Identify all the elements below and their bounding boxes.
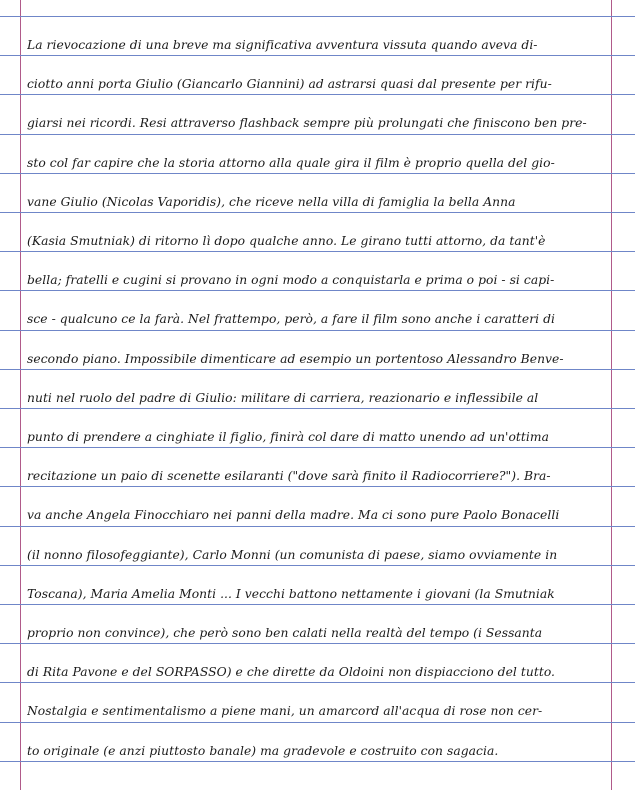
ruled-line — [0, 55, 635, 56]
text-line: to originale (e anzi piuttosto banale) ma gradevole e costruito con sagacia. — [27, 744, 499, 758]
ruled-line — [0, 604, 635, 605]
text-line: secondo piano. Impossibile dimenticare ad esempio un portentoso Alessandro Benve- — [27, 352, 564, 366]
ruled-line — [0, 565, 635, 566]
text-line: sto col far capire che la storia attorno alla quale gira il film è proprio quella del gio- — [27, 156, 555, 170]
ruled-line — [0, 369, 635, 370]
text-line: bella; fratelli e cugini si provano in ogni modo a conquistarla e prima o poi - si capi- — [27, 273, 555, 287]
ruled-line — [0, 761, 635, 762]
ruled-line — [0, 173, 635, 174]
ruled-line — [0, 251, 635, 252]
ruled-line — [0, 526, 635, 527]
text-line: (Kasia Smutniak) di ritorno lì dopo qualche anno. Le girano tutti attorno, da tant'è — [27, 234, 546, 248]
text-line: ciotto anni porta Giulio (Giancarlo Giannini) ad astrarsi quasi dal presente per rifu- — [27, 77, 552, 91]
ruled-line — [0, 486, 635, 487]
ruled-line — [0, 447, 635, 448]
text-line: La rievocazione di una breve ma significativa avventura vissuta quando aveva di- — [27, 38, 538, 52]
ruled-line — [0, 682, 635, 683]
ruled-line — [0, 94, 635, 95]
text-line: nuti nel ruolo del padre di Giulio: militare di carriera, reazionario e inflessibile al — [27, 391, 539, 405]
ruled-line — [0, 212, 635, 213]
text-line: vane Giulio (Nicolas Vaporidis), che riceve nella villa di famiglia la bella Anna — [27, 195, 516, 209]
text-line: proprio non convince), che però sono ben calati nella realtà del tempo (i Sessanta — [27, 626, 543, 640]
text-line: va anche Angela Finocchiaro nei panni della madre. Ma ci sono pure Paolo Bonacelli — [27, 508, 560, 522]
ruled-line — [0, 408, 635, 409]
right-margin-line — [611, 0, 612, 790]
text-line: recitazione un paio di scenette esilaranti ("dove sarà finito il Radiocorriere?"). Bra- — [27, 469, 551, 483]
ruled-line — [0, 643, 635, 644]
text-line: Toscana), Maria Amelia Monti ... I vecchi battono nettamente i giovani (la Smutniak — [27, 587, 555, 601]
text-line: Nostalgia e sentimentalismo a piene mani, un amarcord all'acqua di rose non cer- — [27, 704, 543, 718]
ruled-line — [0, 290, 635, 291]
text-line: punto di prendere a cinghiate il figlio, finirà col dare di matto unendo ad un'ottima — [27, 430, 549, 444]
ruled-line — [0, 330, 635, 331]
text-line: sce - qualcuno ce la farà. Nel frattempo, però, a fare il film sono anche i caratteri di — [27, 312, 555, 326]
left-margin-line — [20, 0, 21, 790]
text-line: giarsi nei ricordi. Resi attraverso flashback sempre più prolungati che finiscono ben pre- — [27, 116, 587, 130]
ruled-line — [0, 722, 635, 723]
text-line: (il nonno filosofeggiante), Carlo Monni (un comunista di paese, siamo ovviamente in — [27, 548, 558, 562]
text-line: di Rita Pavone e del SORPASSO) e che dirette da Oldoini non dispiacciono del tutto. — [27, 665, 556, 679]
ruled-line — [0, 16, 635, 17]
ruled-line — [0, 134, 635, 135]
